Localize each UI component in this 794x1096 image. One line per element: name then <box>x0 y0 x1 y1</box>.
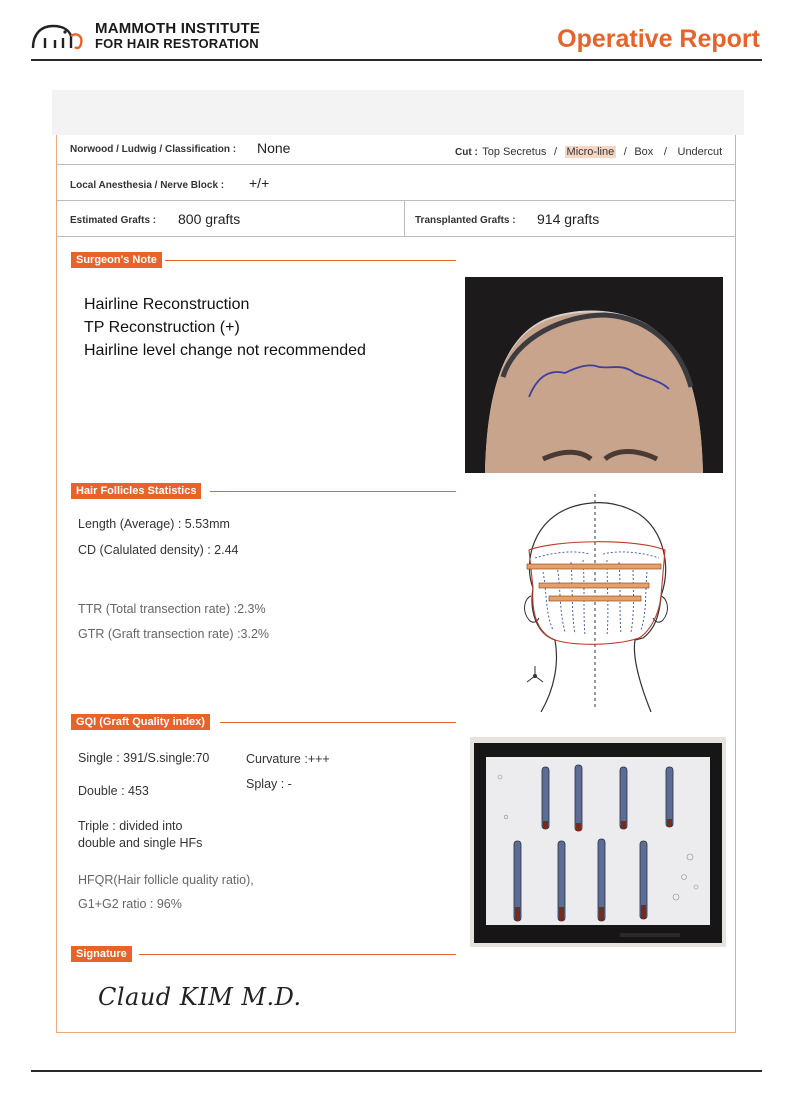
estimated-grafts-label: Estimated Grafts : <box>70 215 157 226</box>
surgeon-signature: Claud KIM M.D. <box>98 983 302 1011</box>
column-divider <box>404 201 405 236</box>
gqi-splay: Splay : - <box>246 777 292 791</box>
gqi-single: Single : 391/S.single:70 <box>78 751 210 765</box>
surgeons-note-heading: Surgeon's Note <box>71 252 162 268</box>
g1-g2-ratio: G1+G2 ratio : 96% <box>78 897 182 911</box>
cut-option-top-secretus: Top Secretus <box>482 146 547 158</box>
report-title: Operative Report <box>557 25 760 53</box>
row-divider <box>57 200 736 201</box>
total-transection-rate: TTR (Total transection rate) :2.3% <box>78 602 266 616</box>
cut-separator: / <box>663 146 667 158</box>
cut-option-micro-line-selected: Micro-line <box>566 146 615 158</box>
gqi-curvature: Curvature :+++ <box>246 752 330 766</box>
classification-label: Norwood / Ludwig / Classification : <box>70 144 237 155</box>
brand-name-line1: MAMMOTH INSTITUTE <box>95 20 261 37</box>
gqi-heading: GQI (Graft Quality index) <box>71 714 210 730</box>
cut-selector <box>455 142 722 160</box>
note-line: Hairline Reconstruction <box>84 296 250 313</box>
anesthesia-label: Local Anesthesia / Nerve Block : <box>70 180 225 191</box>
row-divider <box>57 236 736 237</box>
section-rule <box>139 954 456 955</box>
header-divider <box>31 59 762 61</box>
patient-forehead-photo <box>465 277 723 473</box>
brand-name-line2: FOR HAIR RESTORATION <box>95 36 259 51</box>
transplanted-grafts-value: 914 grafts <box>537 211 600 227</box>
gqi-double: Double : 453 <box>78 784 149 798</box>
hfqr-label: HFQR(Hair follicle quality ratio), <box>78 873 254 887</box>
cut-option-undercut: Undercut <box>677 146 723 158</box>
calculated-density: CD (Calulated density) : 2.44 <box>78 543 239 557</box>
surgeons-note-text <box>84 293 366 362</box>
gqi-triple-line: double and single HFs <box>78 836 203 850</box>
signature-heading: Signature <box>71 946 132 962</box>
transplanted-grafts-label: Transplanted Grafts : <box>415 215 516 226</box>
section-rule <box>210 491 456 492</box>
elephant-logo-icon <box>31 18 91 52</box>
cut-separator: / <box>553 146 558 158</box>
row-divider <box>57 164 736 165</box>
cut-label: Cut : <box>455 147 478 158</box>
anesthesia-value: +/+ <box>249 175 270 191</box>
section-rule <box>220 722 456 723</box>
estimated-grafts-value: 800 grafts <box>178 211 241 227</box>
top-grey-band <box>52 90 744 135</box>
statistics-heading: Hair Follicles Statistics <box>71 483 201 499</box>
gqi-triple <box>78 818 202 852</box>
graft-transection-rate: GTR (Graft transection rate) :3.2% <box>78 627 270 641</box>
length-average: Length (Average) : 5.53mm <box>78 517 230 531</box>
donor-area-head-diagram <box>515 492 677 712</box>
note-line: TP Reconstruction (+) <box>84 319 240 336</box>
graft-microscope-photo <box>470 737 726 947</box>
cut-separator: / <box>623 146 627 158</box>
footer-divider <box>31 1070 762 1072</box>
cut-option-box: Box <box>634 146 654 158</box>
classification-value: None <box>257 140 291 156</box>
section-rule <box>165 260 456 261</box>
gqi-triple-line: Triple : divided into <box>78 819 183 833</box>
note-line: Hairline level change not recommended <box>84 342 366 359</box>
